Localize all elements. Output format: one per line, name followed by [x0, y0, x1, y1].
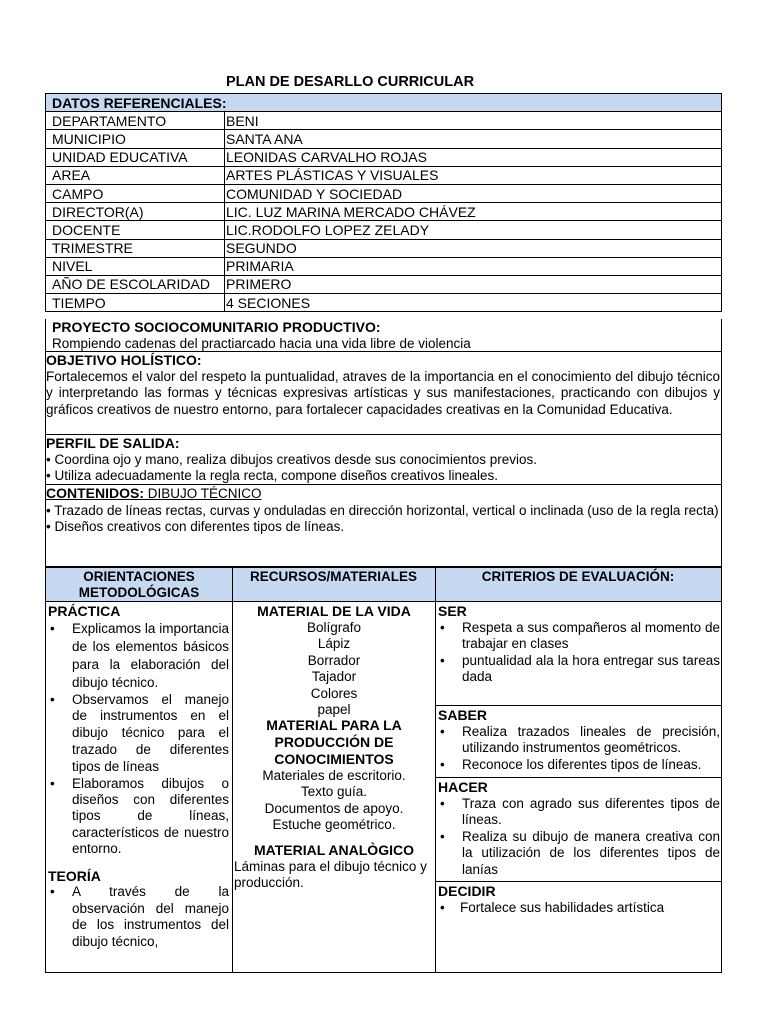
- criterios-header: CRITERIOS DE EVALUACIÓN:: [435, 568, 721, 601]
- decidir-heading: DECIDIR: [438, 883, 496, 899]
- column-divider: [232, 568, 233, 972]
- analogico-heading: MATERIAL ANALÒGICO: [254, 841, 414, 858]
- row-label: AÑO DE ESCOLARIDAD: [46, 275, 225, 293]
- list-item: Colores: [310, 685, 358, 701]
- criteria-divider: [435, 705, 721, 706]
- row-label: NIVEL: [46, 257, 225, 275]
- vida-heading: MATERIAL DE LA VIDA: [257, 603, 411, 619]
- perfil-item: • Utiliza adecuadamente la regla recta, compone diseños creativos lineales.: [46, 468, 498, 484]
- list-item: • Reconoce los diferentes tipos de líneas.: [438, 757, 720, 774]
- list-item: Estuche geométrico.: [272, 817, 396, 833]
- contenidos-item: • Diseños creativos con diferentes tipos de líneas.: [46, 519, 345, 535]
- criterio-decidir: [438, 883, 720, 916]
- list-item: • Traza con agrado sus diferentes tipos de líneas.: [438, 796, 720, 829]
- list-item: Documentos de apoyo.: [264, 800, 404, 816]
- row-value: 4 SECIONES: [225, 294, 722, 312]
- contenidos-section: [45, 485, 722, 567]
- row-value: COMUNIDAD Y SOCIEDAD: [225, 184, 722, 202]
- table-row: [46, 203, 722, 221]
- criterio-ser: [438, 603, 720, 686]
- row-label: CAMPO: [46, 184, 225, 202]
- list-item: • A través de la observación del manejo de los instrumentos del dibujo técnico,: [48, 884, 229, 950]
- orientaciones-column: [48, 603, 229, 951]
- list-item: • Fortalece sus habilidades artística: [438, 900, 720, 917]
- saber-heading: SABER: [438, 707, 488, 723]
- objetivo-heading: OBJETIVO HOLÍSTICO:: [46, 352, 202, 368]
- row-value: PRIMERO: [225, 275, 722, 293]
- document-title: PLAN DE DESARLLO CURRICULAR: [225, 74, 475, 90]
- row-label: DEPARTAMENTO: [46, 112, 225, 130]
- proyecto-section: [45, 319, 722, 352]
- recursos-column: [234, 603, 434, 892]
- contenidos-item: • Trazado de líneas rectas, curvas y onduladas en dirección horizontal, vertical o inclinada (uso de la regla recta): [46, 502, 719, 518]
- table-row: [46, 166, 722, 184]
- list-item: Tajador: [311, 669, 357, 685]
- row-label: MUNICIPIO: [46, 130, 225, 148]
- hacer-heading: HACER: [438, 779, 488, 795]
- row-value: BENI: [225, 112, 722, 130]
- produccion-heading: MATERIAL PARA LA PRODUCCIÓN DE CONOCIMIENTOS: [266, 716, 402, 767]
- row-label: UNIDAD EDUCATIVA: [46, 148, 225, 166]
- list-item: Borrador: [307, 652, 361, 668]
- row-value: LIC. LUZ MARINA MERCADO CHÁVEZ: [225, 203, 722, 221]
- table-row: [46, 239, 722, 257]
- orientaciones-header: ORIENTACIONES METODOLÓGICAS: [46, 568, 232, 601]
- proyecto-heading: PROYECTO SOCIOCOMUNITARIO PRODUCTIVO:: [52, 319, 381, 335]
- list-item: Lápiz: [317, 636, 351, 652]
- list-item: papel: [317, 701, 351, 717]
- list-item: Materiales de escritorio.: [262, 767, 406, 783]
- row-label: TIEMPO: [46, 294, 225, 312]
- contenidos-heading: CONTENIDOS:: [46, 485, 144, 501]
- list-item: Texto guía.: [300, 784, 368, 800]
- table-row: [46, 184, 722, 202]
- row-value: PRIMARIA: [225, 257, 722, 275]
- reference-data-table: [45, 93, 722, 312]
- table-row: [46, 294, 722, 312]
- row-value: SANTA ANA: [225, 130, 722, 148]
- column-divider: [435, 568, 436, 972]
- ser-heading: SER: [438, 603, 467, 619]
- table-row: [46, 257, 722, 275]
- perfil-item: • Coordina ojo y mano, realiza dibujos creativos desde sus conocimientos previos.: [46, 451, 537, 467]
- table-row: [46, 130, 722, 148]
- planning-table: [45, 567, 722, 973]
- analogico-text: Láminas para el dibujo técnico y producción.: [234, 858, 427, 891]
- row-value: LEONIDAS CARVALHO ROJAS: [225, 148, 722, 166]
- criteria-divider: [435, 881, 721, 882]
- criterio-hacer: [438, 779, 720, 879]
- row-label: AREA: [46, 166, 225, 184]
- row-label: DIRECTOR(A): [46, 203, 225, 221]
- objetivo-section: [45, 352, 722, 435]
- contenidos-subject: DIBUJO TÉCNICO: [144, 486, 262, 501]
- criteria-divider: [435, 777, 721, 778]
- perfil-heading: PERFIL DE SALIDA:: [46, 435, 180, 451]
- criterio-saber: [438, 707, 720, 773]
- row-value: ARTES PLÁSTICAS Y VISUALES: [225, 166, 722, 184]
- teoria-heading: TEORÍA: [48, 867, 101, 884]
- row-value: SEGUNDO: [225, 239, 722, 257]
- recursos-header: RECURSOS/MATERIALES: [232, 568, 435, 601]
- row-value: LIC.RODOLFO LOPEZ ZELADY: [225, 221, 722, 239]
- list-item: • Realiza su dibujo de manera creativa con la utilización de los diferentes tipos de lanías: [438, 829, 720, 879]
- header-divider: [46, 601, 721, 602]
- reference-header: DATOS REFERENCIALES:: [46, 94, 722, 112]
- perfil-section: [45, 435, 722, 485]
- proyecto-text: Rompiendo cadenas del practiarcado hacia una vida libre de violencia: [52, 335, 471, 351]
- table-row: [46, 112, 722, 130]
- table-row: [46, 148, 722, 166]
- list-item: • Respeta a sus compañeros al momento de trabajar en clases: [438, 620, 720, 653]
- objetivo-text: Fortalecemos el valor del respeto la puntualidad, atraves de la importancia en el conocimiento del dibujo técnico y interpretando las formas y técnicas expresivas artísticas y sus manifestaciones, practicando con dibujos y gráficos creativos de nuestro entorno, para fortalecer capacidades creativas en la Comunidad Educativa.: [46, 368, 720, 417]
- list-item: • Observamos el manejo de instrumentos en el dibujo técnico para el trazado de diferentes tipos de líneas: [48, 692, 229, 776]
- list-item: • Realiza trazados lineales de precisión, utilizando instrumentos geométricos.: [438, 724, 720, 757]
- list-item: Bolígrafo: [306, 619, 362, 635]
- table-row: [46, 221, 722, 239]
- list-item: • Elaboramos dibujos o diseños con diferentes tipos de líneas, característicos de nuestro entorno.: [48, 776, 229, 858]
- row-label: DOCENTE: [46, 221, 225, 239]
- list-item: • puntualidad ala la hora entregar sus tareas dada: [438, 653, 720, 686]
- practica-heading: PRÁCTICA: [48, 603, 121, 619]
- row-label: TRIMESTRE: [46, 239, 225, 257]
- table-row: [46, 275, 722, 293]
- list-item: • Explicamos la importancia de los elementos básicos para la elaboración del dibujo técnico.: [48, 620, 229, 692]
